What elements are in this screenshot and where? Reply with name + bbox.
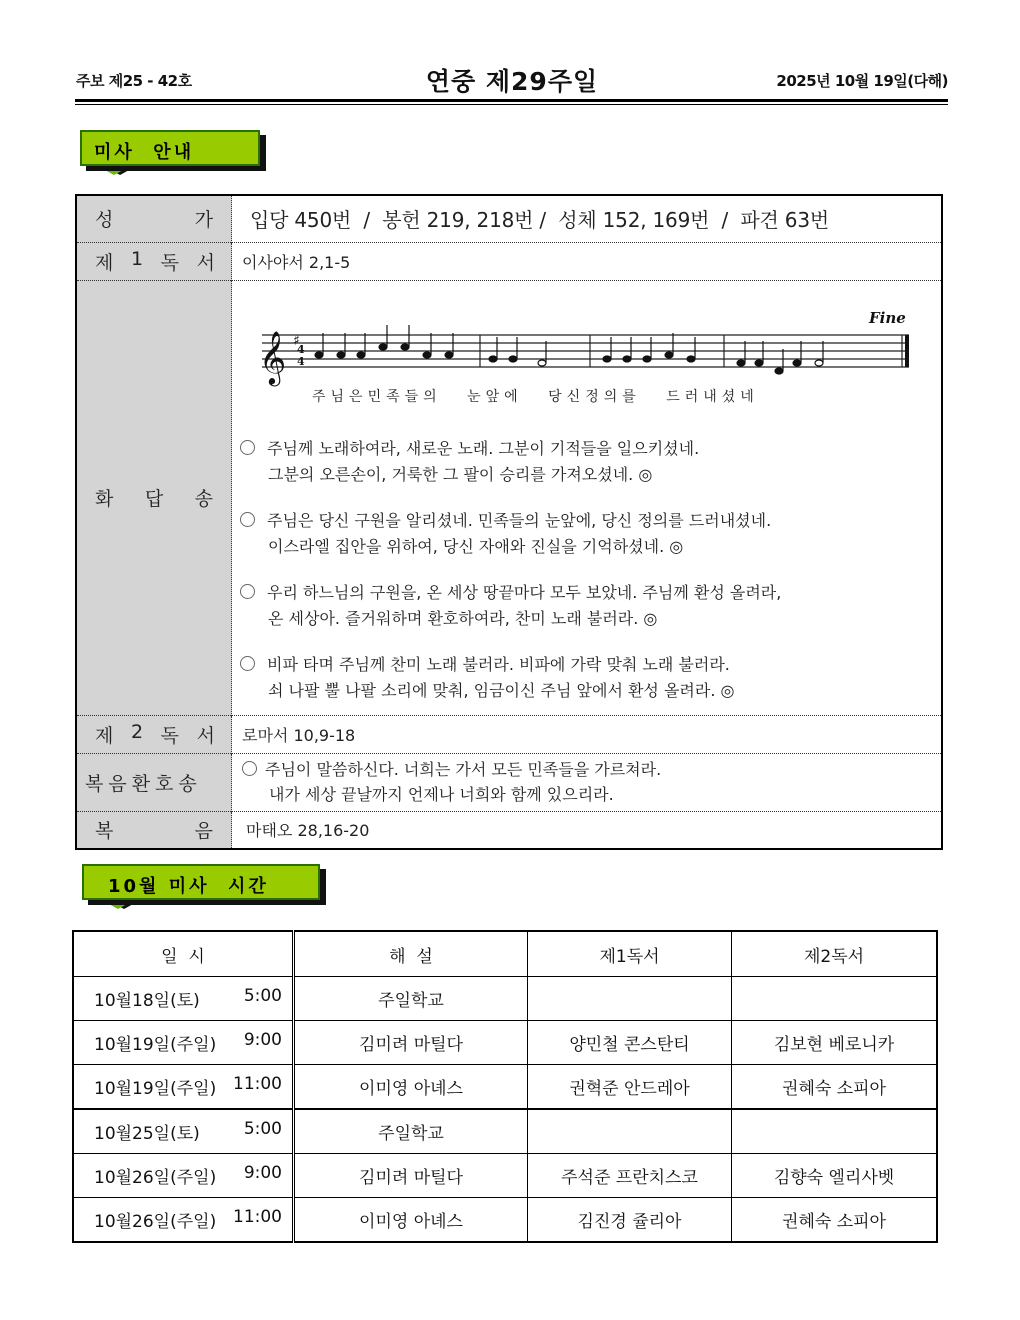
verse-1: 주님께 노래하여라, 새로운 노래. 그분이 기적들을 일으키셨네. 그분의 오른손이, 거룩한 그 팔이 승리를 가져오셨네. ◎	[240, 436, 781, 488]
label-hymns: 성 가	[76, 195, 232, 242]
circle-bullet-icon	[242, 761, 257, 776]
mass-info-table	[75, 194, 943, 850]
table-row: 10월19일(주일) 11:00 이미영 아녜스 권혁준 안드레아 권혜숙 소피아	[73, 1065, 937, 1110]
col-header-commentator: 해 설	[294, 931, 528, 977]
circle-bullet-icon	[240, 440, 255, 455]
table-row: 10월18일(토) 5:00 주일학교	[73, 977, 937, 1021]
gospel-acclamation-value: 주님이 말씀하신다. 너희는 가서 모든 민족들을 가르쳐라. 내가 세상 끝날까지 언제나 너희와 함께 있으리라.	[232, 753, 943, 811]
schedule-header-row	[73, 931, 937, 977]
svg-text:♯: ♯	[293, 332, 300, 349]
second-reading-value: 로마서 10,9-18	[232, 715, 943, 753]
music-score	[257, 303, 917, 393]
label-second-reading: 제 2 독 서	[76, 715, 232, 753]
header-rule-thin	[75, 104, 948, 105]
page-title: 연중 제29주일	[425, 67, 599, 96]
table-row: 10월26일(주일) 9:00 김미려 마틸다 주석준 프란치스코 김향숙 엘리사벳	[73, 1154, 937, 1198]
col-header-reader1: 제1독서	[528, 931, 732, 977]
col-header-datetime: 일 시	[73, 931, 294, 977]
first-reading-value: 이사야서 2,1-5	[232, 242, 943, 280]
circle-bullet-icon	[240, 584, 255, 599]
row-psalm	[76, 280, 942, 715]
label-gospel: 복 음	[76, 811, 232, 849]
label-psalm: 화 답 송	[76, 280, 232, 715]
psalm-content	[232, 280, 943, 715]
verse-2: 주님은 당신 구원을 알리셨네. 민족들의 눈앞에, 당신 정의를 드러내셨네. 이스라엘 집안을 위하여, 당신 자애와 진실을 기억하셨네. ◎	[240, 508, 781, 560]
gospel-value: 마태오 28,16-20	[232, 811, 943, 849]
hymns-value: 입당 450번 / 봉헌 219, 218번 / 성체 152, 169번 / 파견 63번	[250, 208, 829, 233]
row-first-reading	[76, 242, 942, 280]
table-row: 10월25일(토) 5:00 주일학교	[73, 1109, 937, 1154]
table-row: 10월26일(주일) 11:00 이미영 아녜스 김진경 쥴리아 권혜숙 소피아	[73, 1198, 937, 1243]
refrain-lyrics: 주님은민족들의 눈앞에 당신정의를 드러내셨네	[312, 388, 759, 405]
mass-schedule-table	[72, 930, 938, 1243]
fine-mark: Fine	[869, 308, 906, 327]
verse-4: 비파 타며 주님께 찬미 노래 불러라. 비파에 가락 맞춰 노래 불러라. 쇠 나팔 뿔 나팔 소리에 맞춰, 임금이신 주님 앞에서 환성 올려라. ◎	[240, 652, 781, 704]
label-first-reading: 제 1 독 서	[76, 242, 232, 280]
row-hymns	[76, 195, 942, 242]
banner-label: 미사 안내	[94, 142, 195, 163]
row-gospel-acclamation	[76, 753, 942, 811]
banner-label: 10월 미사 시간	[108, 876, 269, 897]
svg-text:4: 4	[297, 342, 305, 356]
row-gospel	[76, 811, 942, 849]
svg-text:4: 4	[297, 354, 305, 368]
header-rule-thick	[75, 99, 948, 102]
circle-bullet-icon	[240, 656, 255, 671]
svg-text:𝄞: 𝄞	[259, 329, 287, 384]
banner-box	[82, 864, 320, 900]
banner-box	[80, 130, 260, 166]
issue-number: 주보 제25 - 42호	[76, 72, 192, 90]
bulletin-date: 2025년 10월 19일(다해)	[776, 72, 948, 90]
bulletin-header	[76, 62, 948, 98]
psalm-verses	[240, 436, 781, 724]
verse-3: 우리 하느님의 구원을, 온 세상 땅끝마다 모두 보았네. 주님께 환성 올려라, 온 세상아. 즐거워하며 환호하여라, 찬미 노래 불러라. ◎	[240, 580, 781, 632]
col-header-reader2: 제2독서	[732, 931, 938, 977]
circle-bullet-icon	[240, 512, 255, 527]
table-row: 10월19일(주일) 9:00 김미려 마틸다 양민철 콘스탄티 김보현 베로니카	[73, 1021, 937, 1065]
label-gospel-acclamation: 복음환호송	[76, 753, 232, 811]
